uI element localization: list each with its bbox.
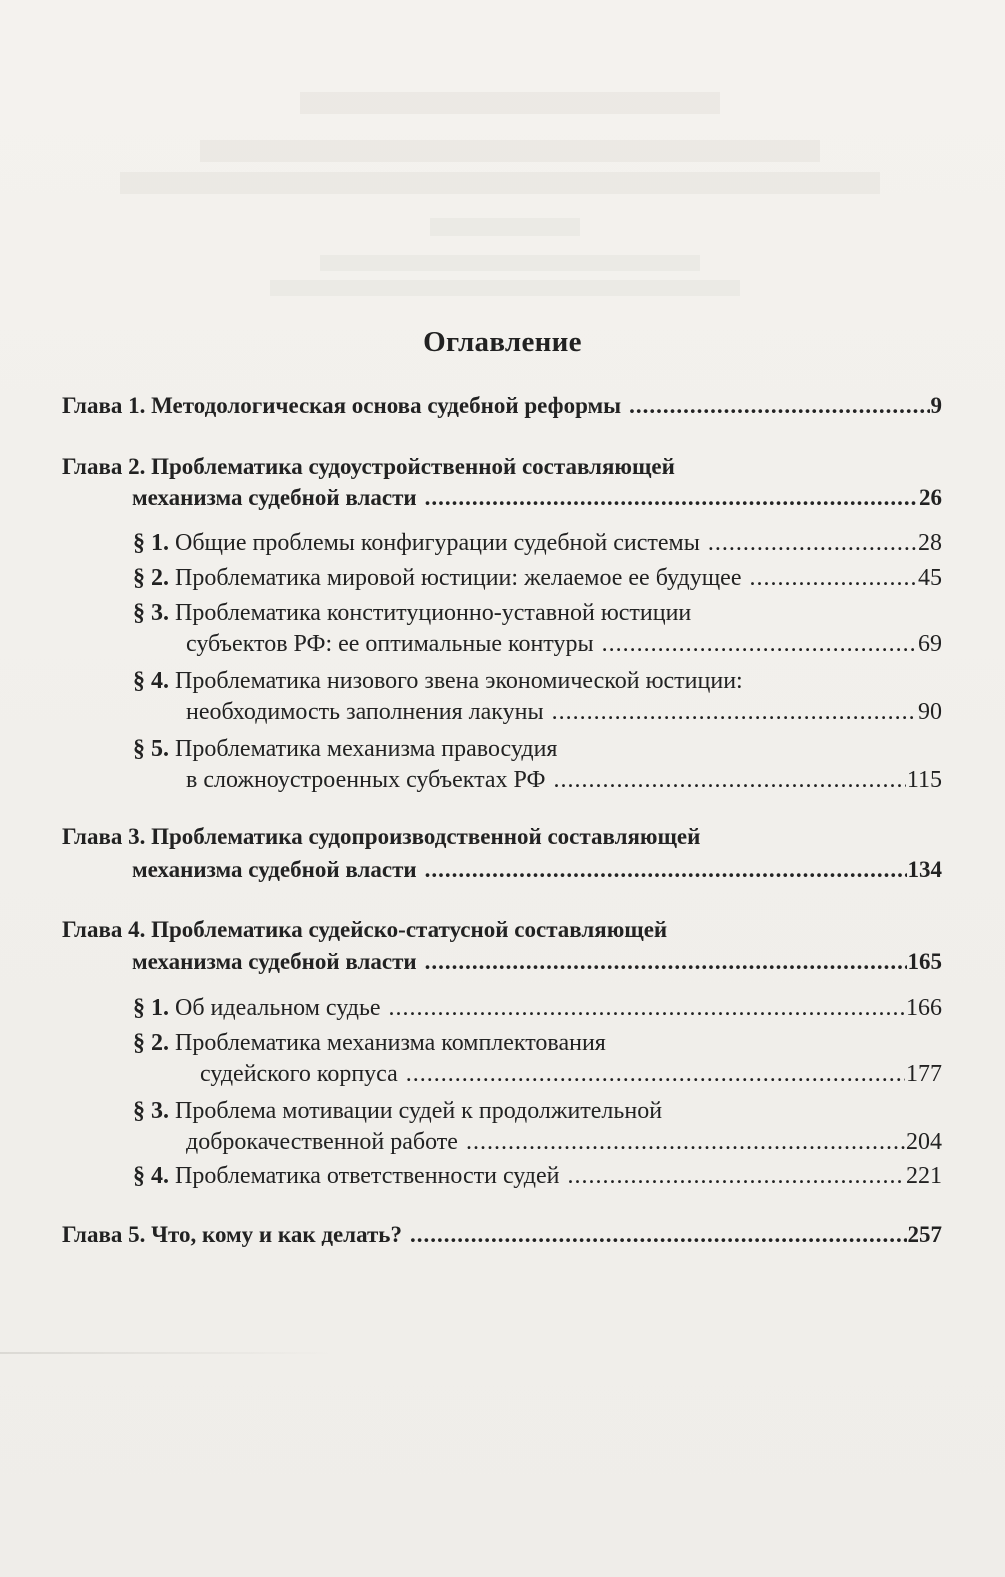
toc-ch4-section-2-title[interactable] bbox=[133, 1026, 942, 1060]
section-label: § 3. Проблематика конституционно-уставной юстиции bbox=[133, 600, 692, 626]
chapter-3-page: 134 bbox=[907, 857, 942, 882]
toc-ch2-section-4[interactable] bbox=[186, 695, 942, 729]
chapter-3-line-2: механизма судебной власти bbox=[132, 857, 417, 882]
toc-ch4-section-1[interactable] bbox=[133, 991, 942, 1025]
leader-dots bbox=[425, 853, 907, 887]
section-label: § 4. Проблематика низового звена экономической юстиции: bbox=[133, 668, 743, 694]
section-line-2: доброкачественной работе bbox=[186, 1129, 458, 1155]
toc-ch4-section-2[interactable] bbox=[200, 1057, 942, 1091]
section-page: 166 bbox=[906, 995, 942, 1021]
leader-dots bbox=[466, 1125, 905, 1159]
toc-chapter-3[interactable] bbox=[132, 853, 942, 887]
leader-dots bbox=[410, 1218, 907, 1252]
toc-ch2-section-2[interactable] bbox=[133, 561, 942, 595]
section-page: 115 bbox=[906, 767, 942, 793]
leader-dots bbox=[749, 561, 917, 595]
section-page: 90 bbox=[918, 699, 942, 725]
toc-ch4-section-3-title[interactable] bbox=[133, 1094, 942, 1128]
chapter-5-page: 257 bbox=[907, 1222, 942, 1247]
toc-chapter-4-title[interactable] bbox=[62, 913, 942, 947]
section-line-2: субъектов РФ: ее оптимальные контуры bbox=[186, 631, 594, 657]
section-line-2: судейского корпуса bbox=[200, 1061, 398, 1087]
section-label: § 1. Общие проблемы конфигурации судебной системы bbox=[133, 530, 700, 556]
section-page: 69 bbox=[918, 631, 942, 657]
toc-ch2-section-3-title[interactable] bbox=[133, 596, 942, 630]
chapter-1-page: 9 bbox=[930, 393, 942, 418]
leader-dots bbox=[553, 763, 905, 797]
section-label: § 1. Об идеальном судье bbox=[133, 995, 381, 1021]
toc-ch2-section-5-title[interactable] bbox=[133, 732, 942, 766]
chapter-3-label: Глава 3. Проблематика судопроизводственной составляющей bbox=[62, 824, 701, 849]
leader-dots bbox=[602, 627, 917, 661]
section-page: 45 bbox=[918, 565, 942, 591]
toc-ch2-section-3[interactable] bbox=[186, 627, 942, 661]
section-page: 177 bbox=[906, 1061, 942, 1087]
chapter-5-label: Глава 5. Что, кому и как делать? bbox=[62, 1222, 402, 1247]
section-page: 221 bbox=[906, 1163, 942, 1189]
leader-dots bbox=[629, 389, 929, 423]
leader-dots bbox=[406, 1057, 905, 1091]
toc-title: Оглавление bbox=[423, 326, 582, 358]
chapter-4-label: Глава 4. Проблематика судейско-статусной составляющей bbox=[62, 917, 668, 942]
section-label: § 3. Проблема мотивации судей к продолжительной bbox=[133, 1098, 663, 1124]
section-line-2: в сложноустроенных субъектах РФ bbox=[186, 767, 546, 793]
section-page: 28 bbox=[918, 530, 942, 556]
toc-ch2-section-5[interactable] bbox=[186, 763, 942, 797]
section-label: § 2. Проблематика мировой юстиции: желаемое ее будущее bbox=[133, 565, 742, 591]
chapter-2-label: Глава 2. Проблематика судоустройственной составляющей bbox=[62, 454, 675, 479]
toc-ch2-section-4-title[interactable] bbox=[133, 664, 942, 698]
leader-dots bbox=[568, 1159, 906, 1193]
section-label: § 5. Проблематика механизма правосудия bbox=[133, 736, 558, 762]
toc-ch2-section-1[interactable] bbox=[133, 526, 942, 560]
leader-dots bbox=[708, 526, 917, 560]
section-line-2: необходимость заполнения лакуны bbox=[186, 699, 544, 725]
chapter-2-line-2: механизма судебной власти bbox=[132, 485, 417, 510]
section-label: § 4. Проблематика ответственности судей bbox=[133, 1163, 560, 1189]
leader-dots bbox=[552, 695, 917, 729]
toc-ch4-section-3[interactable] bbox=[186, 1125, 942, 1159]
toc-chapter-5[interactable] bbox=[62, 1218, 942, 1252]
leader-dots bbox=[389, 991, 905, 1025]
chapter-1-label: Глава 1. Методологическая основа судебной реформы bbox=[62, 393, 622, 418]
toc-chapter-2-title[interactable] bbox=[62, 450, 942, 484]
section-page: 204 bbox=[906, 1129, 942, 1155]
leader-dots bbox=[425, 945, 907, 979]
chapter-2-page: 26 bbox=[919, 485, 942, 510]
toc-chapter-2[interactable] bbox=[132, 481, 942, 515]
toc-chapter-3-title[interactable] bbox=[62, 820, 942, 854]
leader-dots bbox=[425, 481, 918, 515]
toc-chapter-4[interactable] bbox=[132, 945, 942, 979]
section-label: § 2. Проблематика механизма комплектования bbox=[133, 1030, 606, 1056]
toc-ch4-section-4[interactable] bbox=[133, 1159, 942, 1193]
chapter-4-line-2: механизма судебной власти bbox=[132, 949, 417, 974]
toc-chapter-1[interactable] bbox=[62, 389, 942, 423]
chapter-4-page: 165 bbox=[907, 949, 942, 974]
